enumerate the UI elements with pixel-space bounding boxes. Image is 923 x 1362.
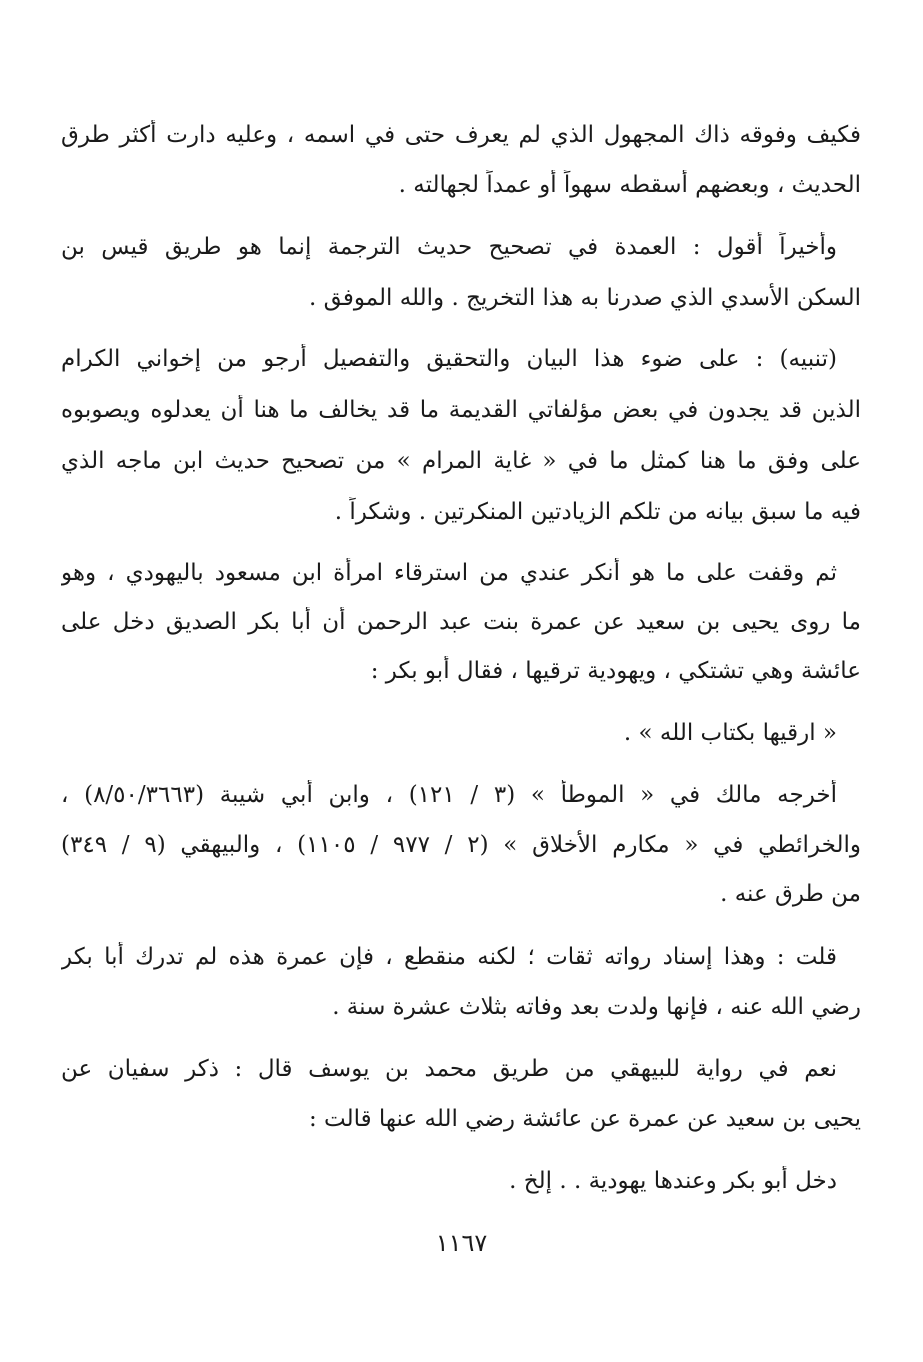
text-line: من طرق عنه . xyxy=(720,881,861,907)
text-line: ثم وقفت على ما هو أنكر عندي من استرقاء امرأة ابن مسعود باليهودي ، وهو xyxy=(61,560,837,586)
text-line: الذين قد يجدون في بعض مؤلفاتي القديمة ما قد يخالف ما هنا أن يعدلوه ويصوبوه xyxy=(61,397,861,423)
text-line: على وفق ما هنا كمثل ما في « غاية المرام » من تصحيح حديث ابن ماجه الذي xyxy=(61,448,861,474)
text-line: يحيى بن سعيد عن عمرة عن عائشة رضي الله عنها قالت : xyxy=(308,1106,861,1132)
page-number: ١١٦٧ xyxy=(435,1229,488,1257)
text-line: ما روى يحيى بن سعيد عن عمرة بنت عبد الرحمن أن أبا بكر الصديق دخل على xyxy=(61,609,861,635)
text-line: رضي الله عنه ، فإنها ولدت بعد وفاته بثلاث عشرة سنة . xyxy=(332,994,861,1020)
text-line: نعم في رواية للبيهقي من طريق محمد بن يوسف قال : ذكر سفيان عن xyxy=(61,1056,837,1082)
text-line: عائشة وهي تشتكي ، ويهودية ترقيها ، فقال أبو بكر : xyxy=(370,658,861,684)
text-line: وأخيراً أقول : العمدة في تصحيح حديث الترجمة إنما هو طريق قيس بن xyxy=(61,234,837,260)
text-line: والخرائطي في « مكارم الأخلاق » (٢ / ٩٧٧ / ١١٠٥) ، والبيهقي (٩ / ٣٤٩) xyxy=(61,832,861,858)
quote-line: « ارقيها بكتاب الله » . xyxy=(623,720,837,746)
text-line: قلت : وهذا إسناد رواته ثقات ؛ لكنه منقطع ، فإن عمرة هذه لم تدرك أبا بكر xyxy=(61,944,837,970)
text-line: أخرجه مالك في « الموطأ » (٣ / ١٢١) ، وابن أبي شيبة (٨/٥٠/٣٦٦٣) ، xyxy=(61,782,837,808)
text-line: فكيف وفوقه ذاك المجهول الذي لم يعرف حتى في اسمه ، وعليه دارت أكثر طرق xyxy=(61,122,861,148)
text-line: السكن الأسدي الذي صدرنا به هذا التخريج . والله الموفق . xyxy=(309,285,861,311)
text-line: دخل أبو بكر وعندها يهودية . . إلخ . xyxy=(509,1168,837,1194)
text-line: فيه ما سبق بيانه من تلكم الزيادتين المنكرتين . وشكراً . xyxy=(334,499,861,525)
text-line: الحديث ، وبعضهم أسقطه سهواً أو عمداً لجهالته . xyxy=(398,172,861,198)
text-line: (تنبيه) : على ضوء هذا البيان والتحقيق والتفصيل أرجو من إخواني الكرام xyxy=(61,346,837,372)
